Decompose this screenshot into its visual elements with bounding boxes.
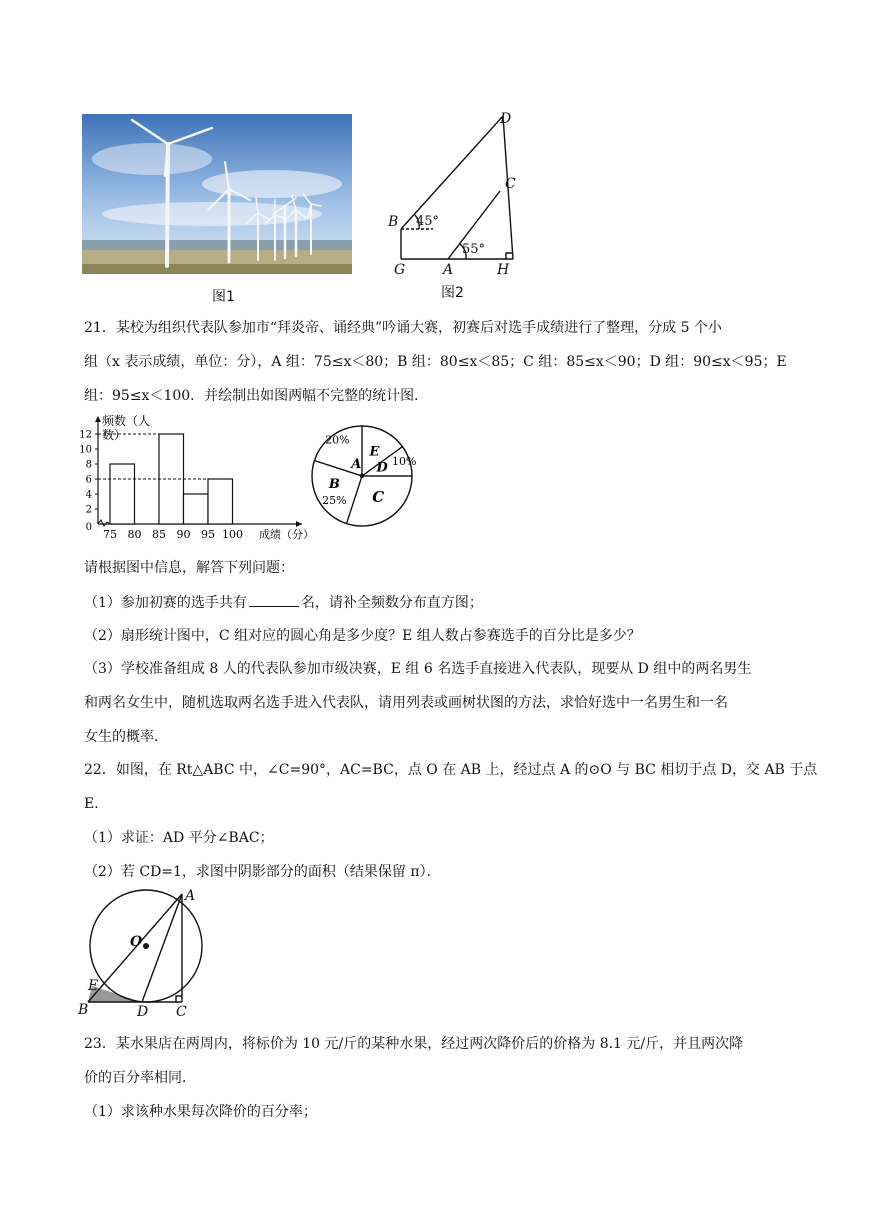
point-A-label: A — [443, 262, 454, 278]
y-axis-arrow — [95, 416, 101, 422]
y-tick-label: 8 — [85, 459, 92, 471]
histogram-bar — [208, 479, 233, 524]
y-axis-label-line1: 频数（人 — [102, 414, 151, 428]
y-axis-label-line2: 数） — [102, 428, 127, 442]
q23-line1: 23．某水果店在两周内，将标价为 10 元/斤的某种水果，经过两次降价后的价格为 8.1 元/斤，并且两次降 — [84, 1036, 744, 1052]
q22-point-D: D — [137, 1004, 149, 1020]
wind-turbine-photo — [82, 114, 352, 274]
q22-point-C: C — [176, 1004, 187, 1020]
q21-sub1-a: （1）参加初赛的选手共有 — [84, 595, 247, 611]
q22-point-B: B — [78, 1002, 89, 1018]
angle-55-label: 55° — [462, 242, 486, 257]
q21-sub3-line2: 和两名女生中，随机选取两名选手进入代表队，请用列表或画树状图的方法，求恰好选中一名男生和一名 — [84, 695, 728, 711]
q23-line2: 价的百分率相同． — [84, 1070, 196, 1086]
x-tick-label: 95 — [201, 528, 215, 541]
x-axis-label: 成绩（分） — [259, 528, 314, 541]
q21-prompt: 请根据图中信息，解答下列问题： — [84, 560, 294, 576]
point-B-label: B — [388, 214, 399, 230]
point-C-label: C — [505, 176, 516, 192]
pie-label-A: A — [351, 456, 362, 472]
q22-circle-figure — [82, 890, 202, 1022]
figure2-caption: 图2 — [441, 285, 464, 301]
histogram-bar — [184, 494, 209, 524]
axis-break — [98, 520, 110, 526]
q21-line1: 21．某校为组织代表队参加市“拜炎帝、诵经典”吟诵大赛，初赛后对选手成绩进行了整理，分成 5 个小 — [84, 320, 722, 336]
y-tick-label: 10 — [79, 444, 92, 456]
y-tick-label: 4 — [85, 489, 92, 501]
pie-center-dot — [360, 474, 364, 478]
q21-line2: 组（x 表示成绩，单位：分），A 组：75≤x＜80；B 组：80≤x＜85；C 组：85≤x＜90；D 组：90≤x＜95；E — [84, 354, 787, 370]
q22-line1: 22．如图，在 Rt△ABC 中，∠C=90°，AC=BC，点 O 在 AB 上，经过点 A 的⊙O 与 BC 相切于点 D，交 AB 于点 — [84, 762, 818, 778]
q23-sub1: （1）求该种水果每次降价的百分率； — [84, 1104, 317, 1120]
q21-sub3-line1: （3）学校准备组成 8 人的代表队参加市级决赛，E 组 6 名选手直接进入代表队，现要从 D 组中的两名男生 — [84, 661, 752, 677]
x-axis-arrow — [296, 521, 302, 527]
figure2-geometry — [388, 108, 528, 280]
x-tick-label: 100 — [222, 528, 243, 541]
frequency-histogram — [76, 412, 314, 548]
figure1-caption: 图1 — [212, 289, 235, 305]
q21-sub3-line3: 女生的概率． — [84, 729, 168, 745]
y-tick-label: 12 — [79, 429, 92, 441]
q22-point-O: O — [130, 934, 143, 950]
x-tick-label: 75 — [103, 528, 117, 541]
q22-point-E: E — [88, 978, 99, 994]
point-H-label: H — [497, 262, 510, 278]
sector-pie-chart — [310, 410, 420, 532]
point-G-label: G — [394, 262, 406, 278]
q22-sub1: （1）求证：AD 平分∠BAC； — [84, 830, 274, 846]
y-tick-label: 6 — [85, 474, 92, 486]
pie-label-B: B — [328, 477, 340, 493]
pie-percent-D: 10% — [392, 454, 417, 468]
x-tick-label: 90 — [176, 528, 191, 541]
q22-line2: E． — [84, 796, 109, 812]
q21-sub1 — [84, 592, 483, 613]
pie-percent-B: 25% — [322, 494, 347, 508]
point-D-label: D — [500, 111, 512, 127]
y-tick-label: 0 — [85, 522, 92, 533]
q21-sub2: （2）扇形统计图中，C 组对应的圆心角是多少度？E 组人数占参赛选手的百分比是多少？ — [84, 628, 641, 644]
q21-sub1-b: 名，请补全频数分布直方图； — [300, 595, 483, 611]
pie-percent-A: 20% — [325, 433, 350, 447]
angle-45-label: 45° — [416, 214, 440, 229]
pie-label-E: E — [369, 444, 380, 460]
pie-label-D: D — [376, 460, 388, 476]
q21-line3: 组：95≤x＜100．并绘制出如图两幅不完整的统计图． — [84, 388, 429, 404]
histogram-bar — [110, 464, 135, 524]
x-tick-label: 80 — [127, 528, 142, 541]
answer-blank[interactable] — [249, 592, 299, 607]
pie-label-C: C — [372, 488, 385, 507]
q22-sub2: （2）若 CD=1，求图中阴影部分的面积（结果保留 π）． — [84, 864, 441, 880]
q22-point-A: A — [185, 888, 196, 904]
x-tick-label: 85 — [152, 528, 166, 541]
y-tick-label: 2 — [85, 504, 92, 516]
